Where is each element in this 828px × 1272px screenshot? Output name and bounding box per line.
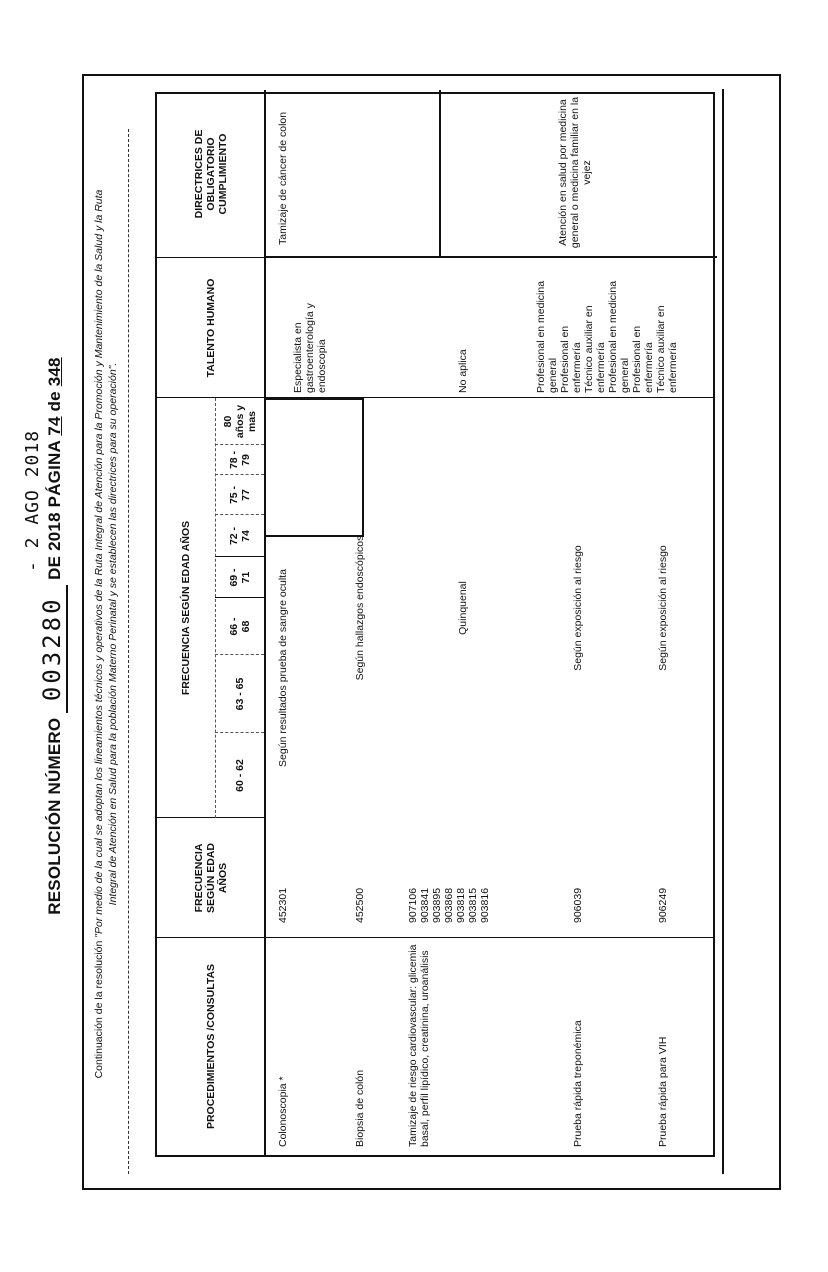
- age-group: 78 - 79: [227, 450, 252, 470]
- page-title: [38, 0, 68, 1272]
- row4-procedimiento: Prueba rápida treponémica: [572, 1020, 584, 1147]
- page-number: 74: [45, 416, 64, 436]
- talento-line: Técnico auxiliar en: [655, 305, 667, 393]
- header-codigo: FRECUENCIA SEGÚN EDAD AÑOS: [192, 843, 229, 914]
- row4-talento: [535, 263, 607, 393]
- code: 903841: [419, 887, 431, 923]
- title-middle: DE 2018 PÁGINA: [45, 440, 64, 580]
- header-talento: TALENTO HUMANO: [204, 278, 217, 378]
- row3-procedimiento: Tamizaje de riesgo cardiovascular: glicemia basal, perfil lipídico, creatinina, uroanálisis: [407, 944, 431, 1147]
- code: 903816: [479, 887, 491, 923]
- talento-line: Profesional en: [631, 325, 643, 393]
- talento-line: enfermería: [643, 342, 655, 393]
- row2-frecuencia: Según hallazgos endoscópicos: [354, 535, 366, 681]
- header-procedimientos: PROCEDIMIENTOS /CONSULTAS: [204, 963, 217, 1130]
- row3-frecuencia: Quinquenal: [457, 581, 469, 635]
- code: 903818: [455, 887, 467, 923]
- continuation-text: [92, 94, 120, 1174]
- row5-frecuencia: Según exposición al riesgo: [657, 545, 669, 671]
- age-group: 69 - 71: [227, 568, 252, 587]
- highlight-box: [264, 398, 364, 537]
- age-group: 66 - 68: [227, 617, 252, 636]
- talento-line: enfermería: [595, 342, 607, 393]
- resolution-number: 003280: [38, 585, 68, 713]
- row4-frecuencia: Según exposición al riesgo: [572, 545, 584, 671]
- age-group: 60 - 62: [233, 759, 246, 792]
- age-group: 80 años y mas: [221, 404, 258, 439]
- row2-codigo: 452500: [354, 887, 366, 923]
- talento-line: gastroenterología y: [304, 303, 316, 393]
- directriz-1: Tamizaje de cáncer de colon: [277, 111, 289, 245]
- talento-line: enfermería: [667, 342, 679, 393]
- talento-line: enfermería: [571, 342, 583, 393]
- row5-talento: [607, 263, 679, 393]
- row3-talento: No aplica: [457, 349, 469, 393]
- total-pages: 348: [45, 357, 64, 387]
- row1-procedimiento: Colonoscopia *: [277, 1076, 289, 1147]
- code: 907106: [407, 887, 419, 923]
- row5-codigo: 906249: [657, 887, 669, 923]
- row4-codigo: 906039: [572, 887, 584, 923]
- title-prefix: RESOLUCIÓN NÚMERO: [45, 717, 64, 915]
- row1-codigo: 452301: [277, 887, 289, 923]
- directrices-box: [264, 90, 717, 258]
- talento-line: Especialista en: [292, 322, 304, 393]
- row1-frecuencia: Según resultados prueba de sangre oculta: [277, 569, 289, 767]
- code: 903815: [467, 887, 479, 923]
- talento-line: Técnico auxiliar en: [583, 305, 595, 393]
- header-directrices: DIRECTRICES DE OBLIGATORIO CUMPLIMIENTO: [192, 129, 229, 219]
- procedures-table: [155, 92, 715, 1157]
- talento-line: general: [619, 357, 631, 393]
- talento-line: Profesional en medicina: [607, 280, 619, 393]
- continuation-prefix: Continuación de la resolución: [93, 940, 105, 1079]
- talento-line: Profesional en: [559, 325, 571, 393]
- code: 903868: [443, 887, 455, 923]
- row2-procedimiento: Biopsia de colón: [354, 1069, 366, 1147]
- header-frecuencia: FRECUENCIA SEGÚN EDAD AÑOS: [180, 520, 192, 696]
- continuation-quote-line1: "Por medio de la cual se adoptan los lineamientos técnicos y operativos de la Ruta Integral de Atención para la Promoción y Mantenimiento de la Salud y la Ruta: [93, 189, 105, 938]
- talento-line: general: [547, 357, 559, 393]
- continuation-quote-line2: Integral de Atención en Salud para la población Materno Perinatal y se establecen las directrices para su operación".: [107, 362, 119, 906]
- page-of: de: [45, 391, 64, 412]
- talento-line: Profesional en medicina: [535, 280, 547, 393]
- table-underline: [722, 89, 724, 1174]
- separator-line: [128, 129, 129, 1174]
- age-group: 63 - 65: [233, 677, 246, 711]
- row3-codigos: [407, 833, 491, 923]
- directriz-2: Atención en salud por medicina general o medicina familiar en la vejez: [557, 96, 593, 249]
- talento-line: endoscopia: [316, 339, 328, 393]
- age-group: 72 - 74: [227, 526, 252, 546]
- row1-talento: [292, 263, 328, 393]
- age-group: 75 - 77: [227, 485, 252, 505]
- date-stamp: - 2 AGO 2018: [22, 429, 43, 572]
- directrices-divider: [439, 90, 441, 258]
- row5-procedimiento: Prueba rápida para VIH: [657, 1036, 669, 1147]
- code: 903895: [431, 887, 443, 923]
